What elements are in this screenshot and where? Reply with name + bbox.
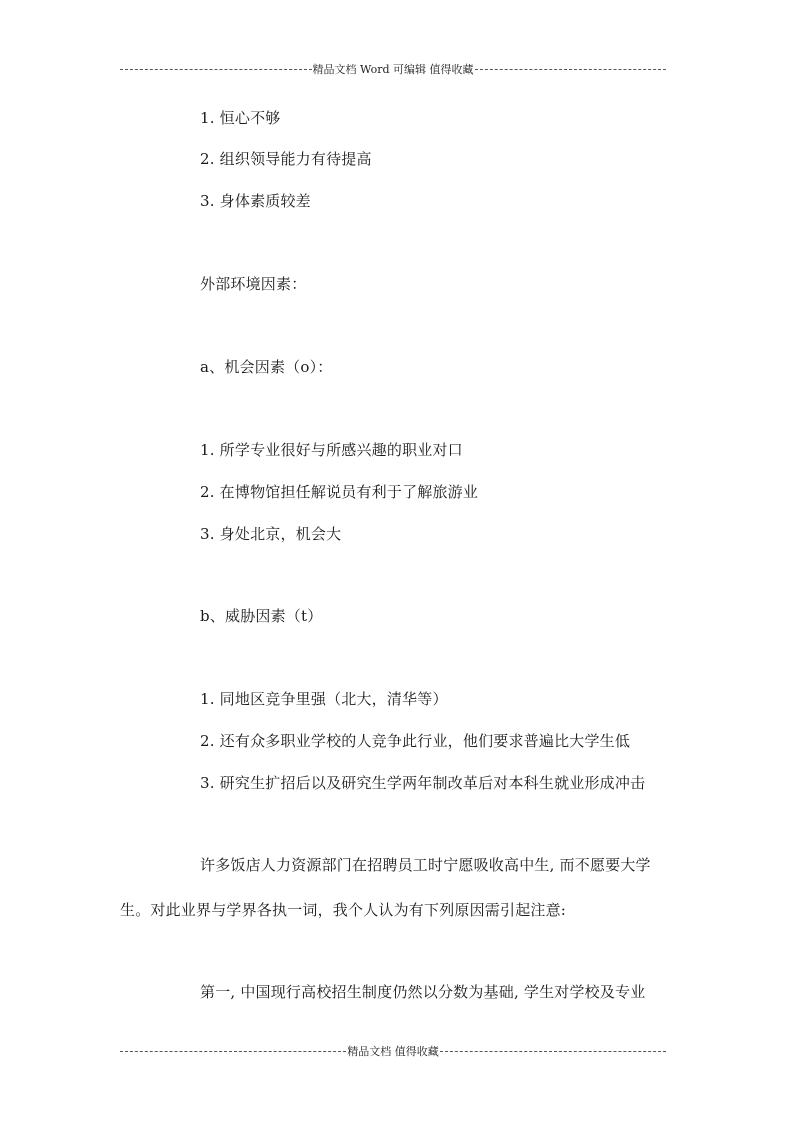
body-line: 1. 同地区竞争里强（北大，清华等）	[200, 690, 448, 708]
footer-text: 精品文档 值得收藏	[347, 1045, 439, 1058]
section-heading: 外部环境因素：	[200, 275, 307, 293]
body-line: 3. 身体素质较差	[200, 192, 311, 210]
body-line: 1. 恒心不够	[200, 109, 281, 127]
body-line: 3. 身处北京，机会大	[200, 525, 342, 543]
page-header	[120, 61, 666, 77]
footer-dash-left	[120, 1051, 346, 1052]
body-line: 1. 所学专业很好与所感兴趣的职业对口	[200, 441, 463, 459]
body-line: 2. 还有众多职业学校的人竞争此行业，他们要求普遍比大学生低	[200, 732, 631, 750]
paragraph-line: 第一, 中国现行高校招生制度仍然以分数为基础, 学生对学校及专业	[200, 983, 646, 1001]
footer-dash-right	[440, 1051, 666, 1052]
section-heading: a、机会因素（o）：	[200, 358, 333, 376]
body-line: 3. 研究生扩招后以及研究生学两年制改革后对本科生就业形成冲击	[200, 774, 646, 792]
section-heading: b、威胁因素（t）	[200, 607, 323, 625]
body-line: 2. 在博物馆担任解说员有利于了解旅游业	[200, 483, 479, 501]
page-footer	[120, 1043, 666, 1059]
header-dash-left	[120, 69, 312, 70]
header-text: 精品文档 Word 可编辑 值得收藏	[312, 63, 474, 76]
body-line: 2. 组织领导能力有待提高	[200, 150, 372, 168]
header-dash-right	[475, 69, 667, 70]
paragraph-line: 许多饭店人力资源部门在招聘员工时宁愿吸收高中生, 而不愿要大学	[200, 856, 651, 874]
paragraph-line: 生。对此业界与学界各执一词，我个人认为有下列原因需引起注意:	[120, 901, 567, 919]
